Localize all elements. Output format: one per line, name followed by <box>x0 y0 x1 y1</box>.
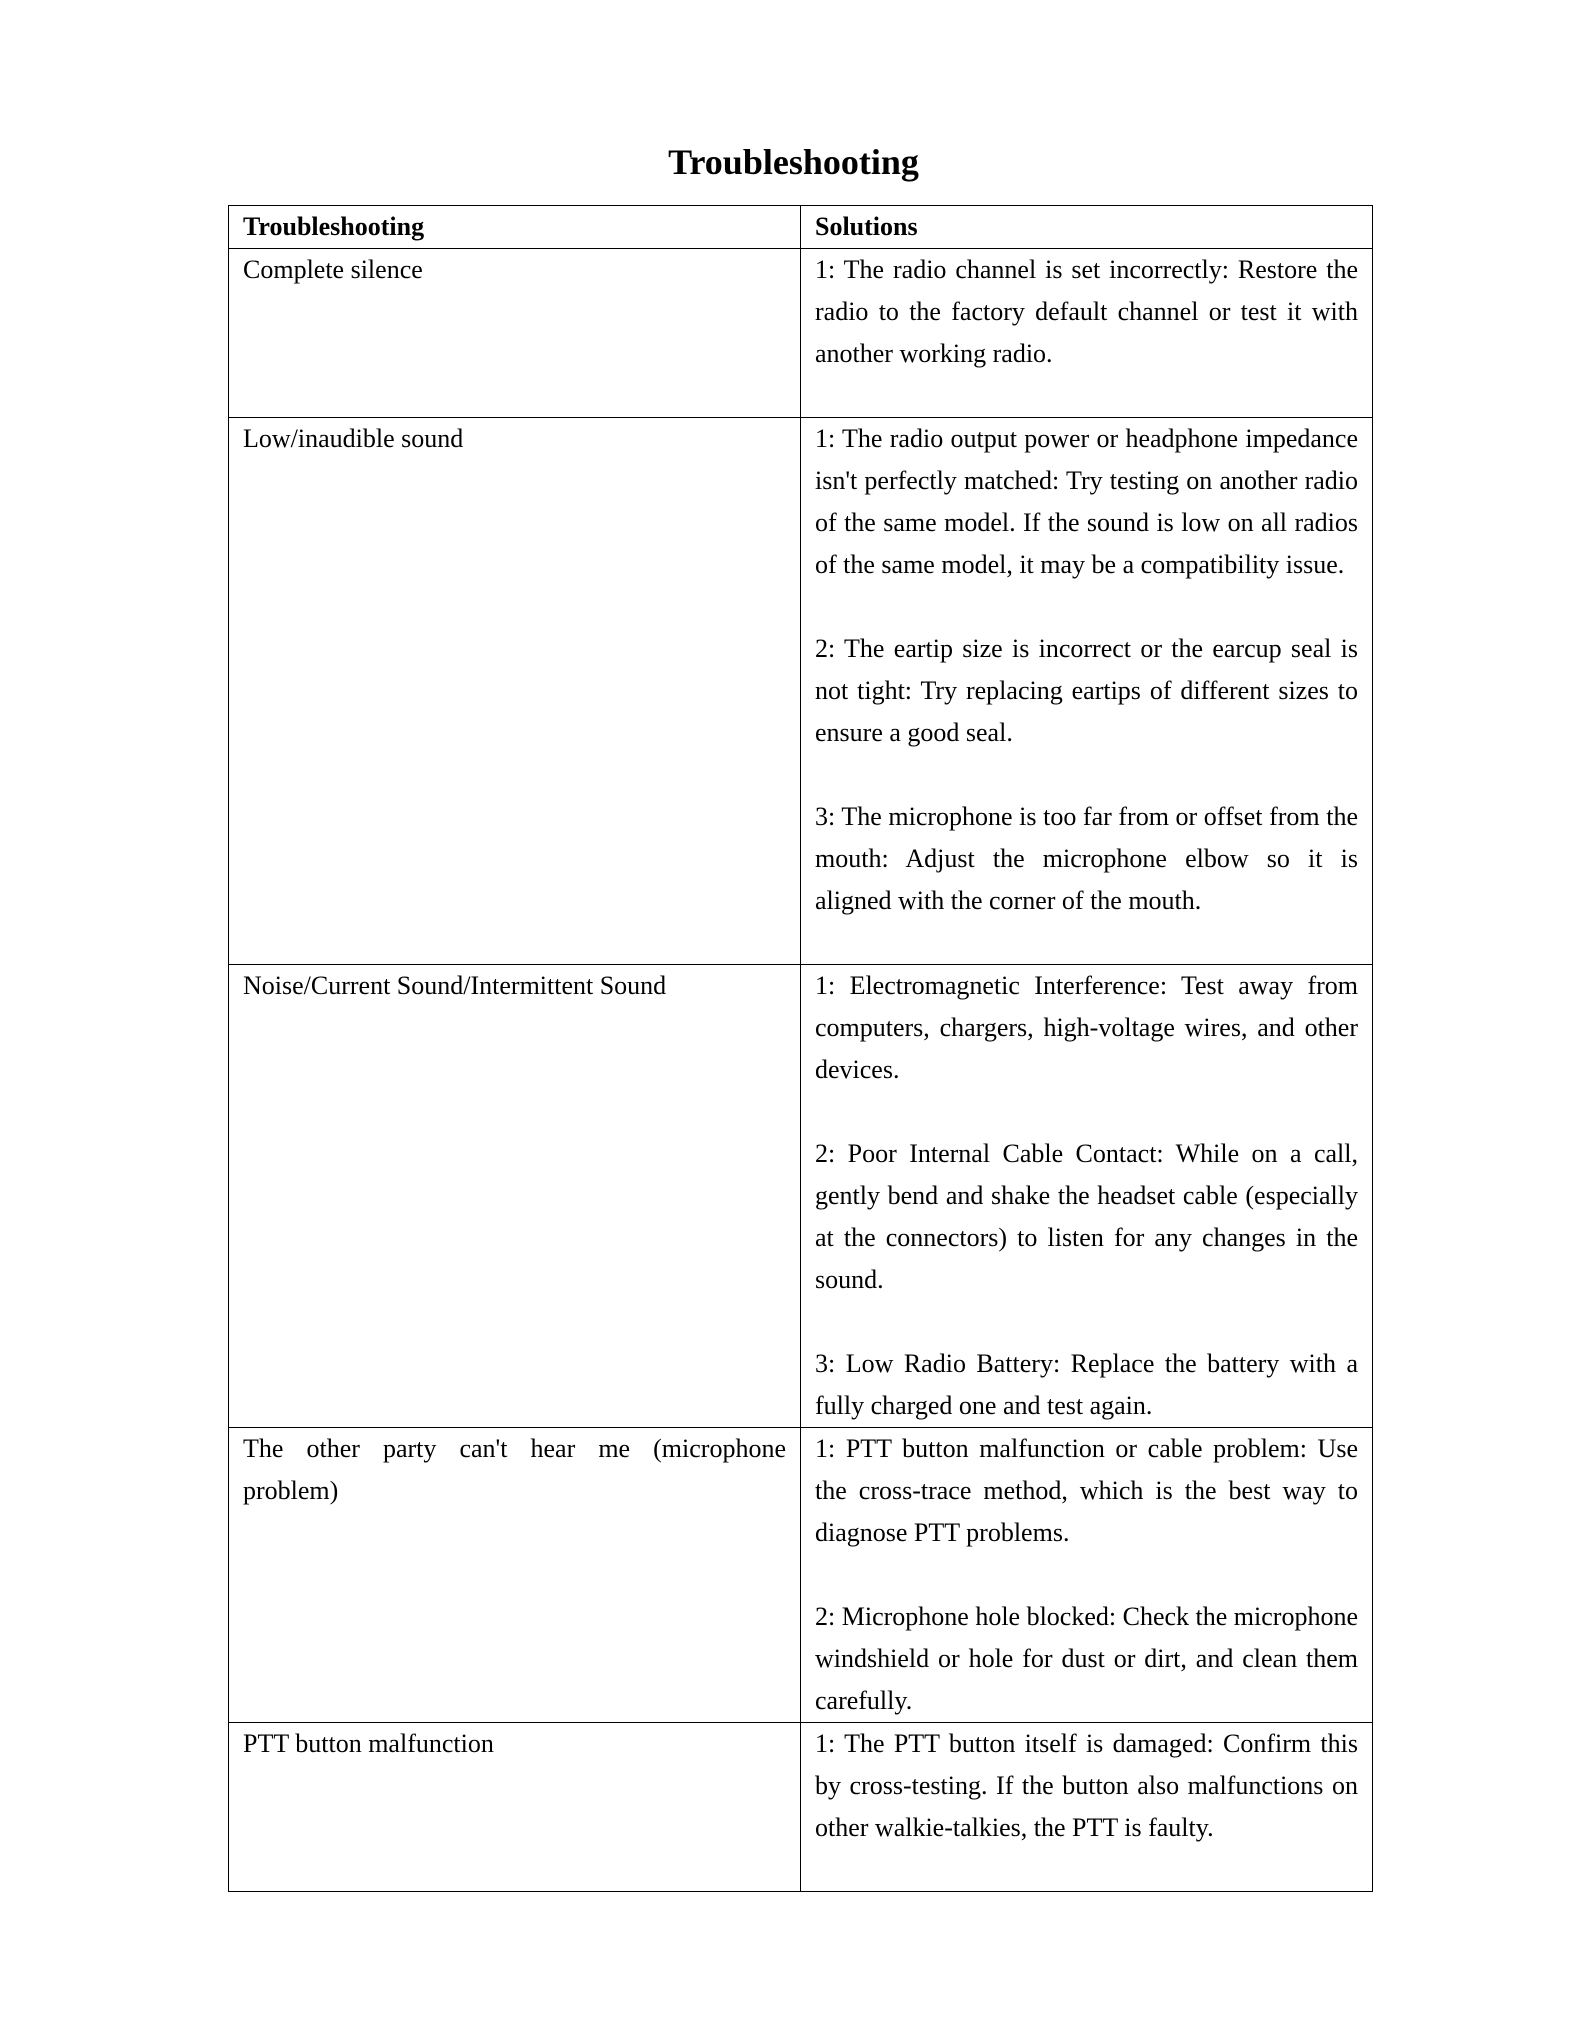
solution-paragraph: 2: The eartip size is incorrect or the earcup seal is not tight: Try replacing eartips of different sizes to ensure a good seal. <box>815 634 1358 747</box>
table-row <box>229 965 1373 1428</box>
solution-paragraph: 1: Electromagnetic Interference: Test away from computers, chargers, high-voltage wires, and other devices. <box>815 971 1358 1084</box>
solution-paragraph: 3: Low Radio Battery: Replace the battery with a fully charged one and test again. <box>815 1349 1358 1420</box>
solution-paragraph: 1: The PTT button itself is damaged: Confirm this by cross-testing. If the button also malfunctions on other walkie-talkies, the PTT is faulty. <box>815 1729 1358 1842</box>
solution-paragraph: 2: Microphone hole blocked: Check the microphone windshield or hole for dust or dirt, and clean them carefully. <box>815 1602 1358 1715</box>
problem-cell: Noise/Current Sound/Intermittent Sound <box>229 965 801 1428</box>
solution-cell <box>801 1723 1373 1892</box>
solution-cell <box>801 1428 1373 1723</box>
solution-paragraph: 1: The radio channel is set incorrectly: Restore the radio to the factory default channel or test it with another working radio. <box>815 255 1358 368</box>
solution-paragraph: 2: Poor Internal Cable Contact: While on a call, gently bend and shake the headset cable (especially at the connectors) to listen for any changes in the sound. <box>815 1139 1358 1294</box>
table-row <box>229 249 1373 418</box>
table-header-row <box>229 206 1373 249</box>
solution-paragraph: 1: PTT button malfunction or cable problem: Use the cross-trace method, which is the best way to diagnose PTT problems. <box>815 1434 1358 1547</box>
problem-cell: PTT button malfunction <box>229 1723 801 1892</box>
table-row <box>229 1428 1373 1723</box>
page-title: Troubleshooting <box>668 142 919 182</box>
header-solutions: Solutions <box>801 206 1373 249</box>
solution-cell <box>801 249 1373 418</box>
troubleshooting-table <box>228 205 1373 1892</box>
table-row <box>229 418 1373 965</box>
solution-cell <box>801 965 1373 1428</box>
solution-paragraph: 1: The radio output power or headphone impedance isn't perfectly matched: Try testing on another radio of the same model. If the sound is low on all radios of the same model, it may be a compatibility issue. <box>815 424 1358 579</box>
solution-paragraph: 3: The microphone is too far from or offset from the mouth: Adjust the microphone elbow so it is aligned with the corner of the mouth. <box>815 802 1358 915</box>
problem-cell: Low/inaudible sound <box>229 418 801 965</box>
problem-cell: The other party can't hear me (microphone problem) <box>229 1428 801 1723</box>
problem-cell: Complete silence <box>229 249 801 418</box>
solution-cell <box>801 418 1373 965</box>
table-row <box>229 1723 1373 1892</box>
header-troubleshooting: Troubleshooting <box>229 206 801 249</box>
